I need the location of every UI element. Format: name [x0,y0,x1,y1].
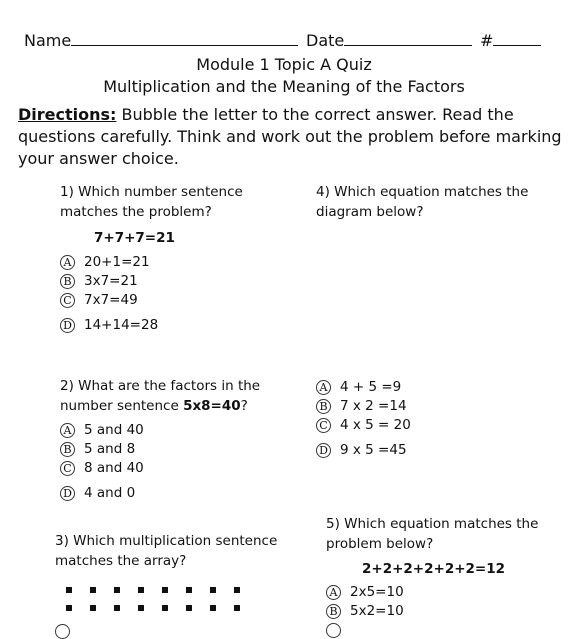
page-title: Module 1 Topic A Quiz [196,55,372,74]
q2-option-c[interactable] [60,460,144,476]
q3-option-a-bubble-partial [55,624,70,639]
array-square [210,587,216,593]
q1-prompt: 1) Which number sentence matches the problem? [60,184,243,220]
q2-option-a[interactable] [60,422,144,438]
q2-prompt [60,376,265,416]
array-square [234,605,240,611]
q5-option-b-text: 5x2=10 [350,603,404,619]
q2-prompt-end: ? [240,398,248,414]
q2-option-d-text: 4 and 0 [84,485,136,501]
q1-option-c-text: 7x7=49 [84,292,138,308]
q2-option-b[interactable] [60,441,135,457]
q2-prompt-text: 2) What are the factors in the number sentence [60,378,261,414]
bubble-d-icon[interactable]: D [60,486,75,501]
bubble-b-icon[interactable]: B [60,274,75,289]
bubble-c-icon[interactable]: C [60,293,75,308]
bubble-a-icon[interactable]: A [60,255,75,270]
q1-option-d[interactable] [60,317,158,333]
bubble-c-icon[interactable]: C [60,461,75,476]
q1-option-c[interactable] [60,292,138,308]
array-square [114,605,120,611]
page-subtitle: Multiplication and the Meaning of the Factors [103,77,465,96]
q5-option-b[interactable] [326,603,404,619]
array-square [210,605,216,611]
array-square [138,587,144,593]
q4-option-c[interactable] [316,417,411,433]
q1-option-b-text: 3x7=21 [84,273,138,289]
bubble-d-icon[interactable]: D [60,318,75,333]
q2-option-b-text: 5 and 8 [84,441,136,457]
q5-option-a-text: 2x5=10 [350,584,404,600]
directions [18,104,563,170]
bubble-a-icon[interactable]: A [326,585,341,600]
name-field [24,31,298,50]
q1-option-b[interactable] [60,273,138,289]
q1-equation: 7+7+7=21 [94,230,175,246]
array-square [90,605,96,611]
q2-option-a-text: 5 and 40 [84,422,144,438]
q5-prompt: 5) Which equation matches the problem below? [326,516,539,552]
q4-option-b-text: 7 x 2 =14 [340,398,407,414]
q4-option-b[interactable] [316,398,407,414]
array-square [186,587,192,593]
q4-option-a[interactable] [316,379,401,395]
q4-prompt: 4) Which equation matches the diagram below? [316,184,529,220]
q3-prompt: 3) Which multiplication sentence matches the array? [55,533,278,569]
q1-option-d-text: 14+14=28 [84,317,159,333]
q2-option-c-text: 8 and 40 [84,460,144,476]
q5-option-a[interactable] [326,584,404,600]
date-label: Date [306,31,345,50]
array-square [114,587,120,593]
directions-text: Bubble the letter to the correct answer. Read the questions carefully. Think and work out the problem before marking your answer choice. [18,105,562,168]
bubble-d-icon[interactable]: D [316,443,331,458]
directions-label: Directions: [18,105,117,124]
array-square [162,605,168,611]
bubble-a-icon[interactable]: A [316,380,331,395]
q5-option-c-bubble-partial [326,623,341,638]
array-square [90,587,96,593]
array-square [186,605,192,611]
bubble-b-icon[interactable]: B [326,604,341,619]
name-blank[interactable] [71,31,298,46]
q3-array [60,585,250,615]
date-blank[interactable] [344,31,472,46]
date-field [306,31,472,50]
q4-option-d-text: 9 x 5 =45 [340,442,407,458]
bubble-b-icon[interactable]: B [316,399,331,414]
bubble-b-icon[interactable]: B [60,442,75,457]
q5-equation: 2+2+2+2+2+2=12 [362,561,506,577]
array-square [138,605,144,611]
number-label: # [480,31,494,50]
array-square [66,605,72,611]
bubble-c-icon[interactable]: C [316,418,331,433]
q4-option-a-text: 4 + 5 =9 [340,379,402,395]
number-field [480,31,541,50]
array-square [234,587,240,593]
array-square [66,587,72,593]
number-blank[interactable] [493,31,541,46]
array-square [162,587,168,593]
q1-option-a-text: 20+1=21 [84,254,150,270]
name-label: Name [24,31,72,50]
q2-prompt-equation: 5x8=40 [183,398,241,414]
bubble-a-icon[interactable]: A [60,423,75,438]
q1-option-a[interactable] [60,254,150,270]
q4-option-c-text: 4 x 5 = 20 [340,417,411,433]
q4-option-d[interactable] [316,442,407,458]
q2-option-d[interactable] [60,485,135,501]
